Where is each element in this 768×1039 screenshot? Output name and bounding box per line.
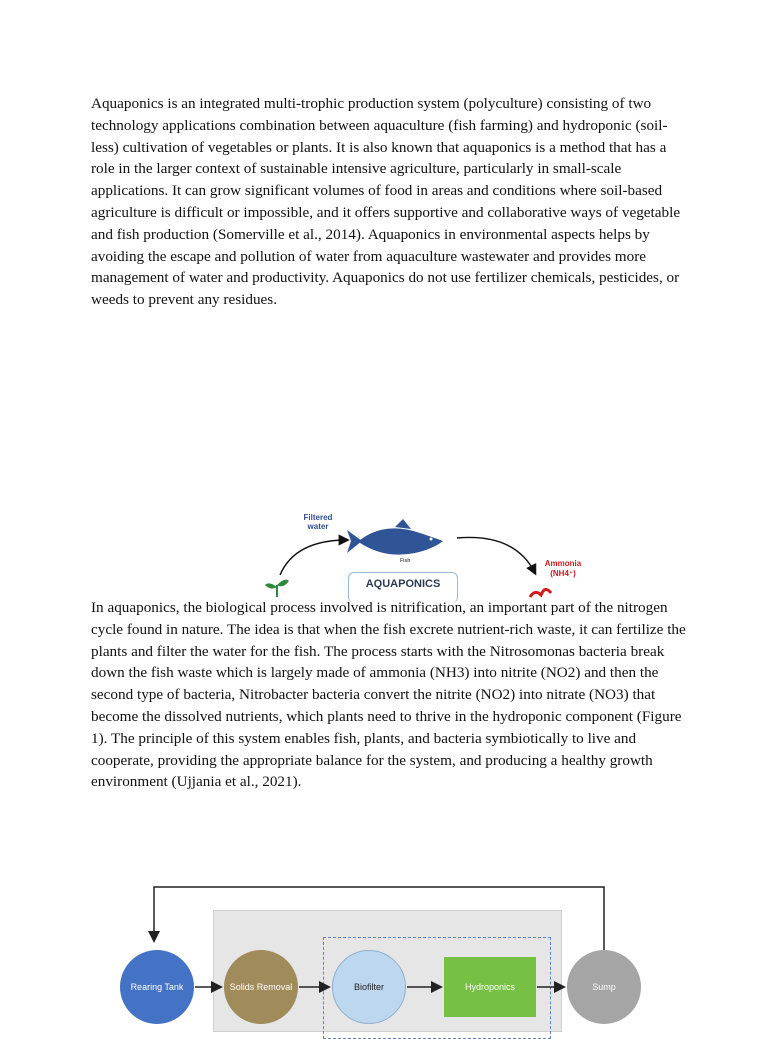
- aquaponics-cycle-figure: [235, 505, 615, 601]
- paragraph-intro: Aquaponics is an integrated multi-trophic production system (polyculture) consisting of two technology applications combination between aquaculture (fish farming) and hydroponic (soil-less) cultivation of vegetables or plants. It is also known that aquaponics is a method that has a role in the larger context of sustainable intensive agriculture, particularly in small-scale applications. It can grow significant volumes of food in areas and conditions where soil-based agriculture is difficult or impossible, and it offers supportive and collaborative ways of vegetable and fish production (Somerville et al., 2014). Aquaponics in environmental aspects helps by avoiding the escape and pollution of water from aquaculture wastewater and provides more management of water and productivity. Aquaponics do not use fertilizer chemicals, pesticides, or weeds to prevent any residues.: [91, 95, 681, 309]
- ammonia-label: Ammonia (NH4⁺): [544, 559, 582, 578]
- filtered-water-label: Filtered water: [303, 513, 333, 531]
- fish-label: Fish: [400, 558, 411, 564]
- aquaponics-title-box: AQUAPONICS: [348, 572, 458, 603]
- solids-removal-node: Solids Removal: [224, 950, 298, 1024]
- sump-node: Sump: [567, 950, 641, 1024]
- fish-icon: [347, 519, 443, 555]
- biofilter-node: Biofilter: [332, 950, 406, 1024]
- rearing-tank-node: Rearing Tank: [120, 950, 194, 1024]
- plant-icon: [265, 580, 289, 597]
- paragraph-nitrification: In aquaponics, the biological process involved is nitrification, an important part of the nitrogen cycle found in nature. The idea is that when the fish excrete nutrient-rich waste, it can fertilize the plants and filter the water for the fish. The process starts with the Nitrosomonas bacteria break down the fish waste which is largely made of ammonia (NH3) into nitrite (NO2) and then the second type of bacteria, Nitrobacter bacteria convert the nitrite (NO2) into nitrate (NO3) that become the dissolved nutrients, which plants need to thrive in the hydroponic component (Figure 1). The principle of this system enables fish, plants, and bacteria symbiotically to live and cooperate, providing the appropriate balance for the system, and producing a healthy growth environment (Ujjania et al., 2021).: [91, 599, 686, 791]
- hydroponics-node: Hydroponics: [444, 957, 536, 1017]
- ammonia-icon: [530, 589, 551, 597]
- system-flow-diagram: [110, 880, 650, 1024]
